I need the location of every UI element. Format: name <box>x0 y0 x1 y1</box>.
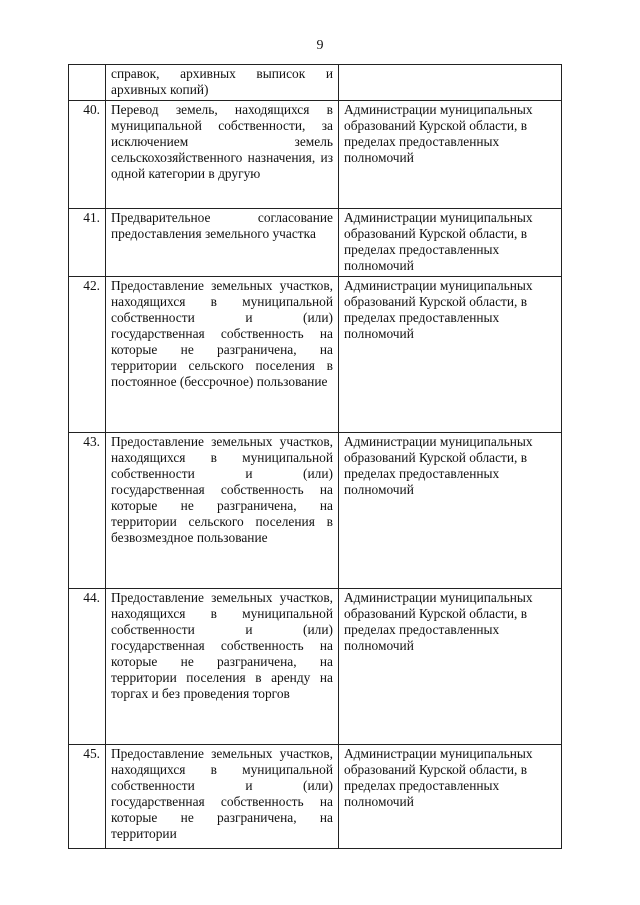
responsible-authority: Администрации муниципальных образований Курской области, в пределах предоставленных полномочий <box>339 101 562 209</box>
page-number: 9 <box>316 38 324 53</box>
table-row <box>69 589 562 745</box>
row-number: 41. <box>69 209 106 277</box>
row-number: 44. <box>69 589 106 745</box>
service-description: Предоставление земельных участков, находящихся в муниципальной собственности и (или) государственная собственность на которые не разграничена, на территории поселения в аренду на торгах и без проведения торгов <box>106 589 339 745</box>
service-description: Предоставление земельных участков, находящихся в муниципальной собственности и (или) государственная собственность на которые не разграничена, на территории <box>106 745 339 849</box>
service-description: Предоставление земельных участков, находящихся в муниципальной собственности и (или) государственная собственность на которые не разграничена, на территории сельского поселения в безвозмездное пользование <box>106 433 339 589</box>
table-row <box>69 101 562 209</box>
table-row <box>69 65 562 101</box>
row-number <box>69 65 106 101</box>
responsible-authority: Администрации муниципальных образований Курской области, в пределах предоставленных полномочий <box>339 589 562 745</box>
row-number: 40. <box>69 101 106 209</box>
row-number: 42. <box>69 277 106 433</box>
responsible-authority: Администрации муниципальных образований Курской области, в пределах предоставленных полномочий <box>339 209 562 277</box>
service-description: Перевод земель, находящихся в муниципальной собственности, за исключением земель сельскохозяйственного назначения, из одной категории в другую <box>106 101 339 209</box>
responsible-authority <box>339 65 562 101</box>
table-row <box>69 433 562 589</box>
row-number: 43. <box>69 433 106 589</box>
responsible-authority: Администрации муниципальных образований Курской области, в пределах предоставленных полномочий <box>339 745 562 849</box>
responsible-authority: Администрации муниципальных образований Курской области, в пределах предоставленных полномочий <box>339 277 562 433</box>
table-row <box>69 209 562 277</box>
service-description: Предоставление земельных участков, находящихся в муниципальной собственности и (или) государственная собственность на которые не разграничена, на территории сельского поселения в постоянное (бессрочное) пользование <box>106 277 339 433</box>
service-description: Предварительное согласование предоставления земельного участка <box>106 209 339 277</box>
services-table <box>68 64 562 849</box>
service-description: справок, архивных выписок и архивных копий) <box>106 65 339 101</box>
table-row <box>69 277 562 433</box>
row-number: 45. <box>69 745 106 849</box>
table-row <box>69 745 562 849</box>
responsible-authority: Администрации муниципальных образований Курской области, в пределах предоставленных полномочий <box>339 433 562 589</box>
